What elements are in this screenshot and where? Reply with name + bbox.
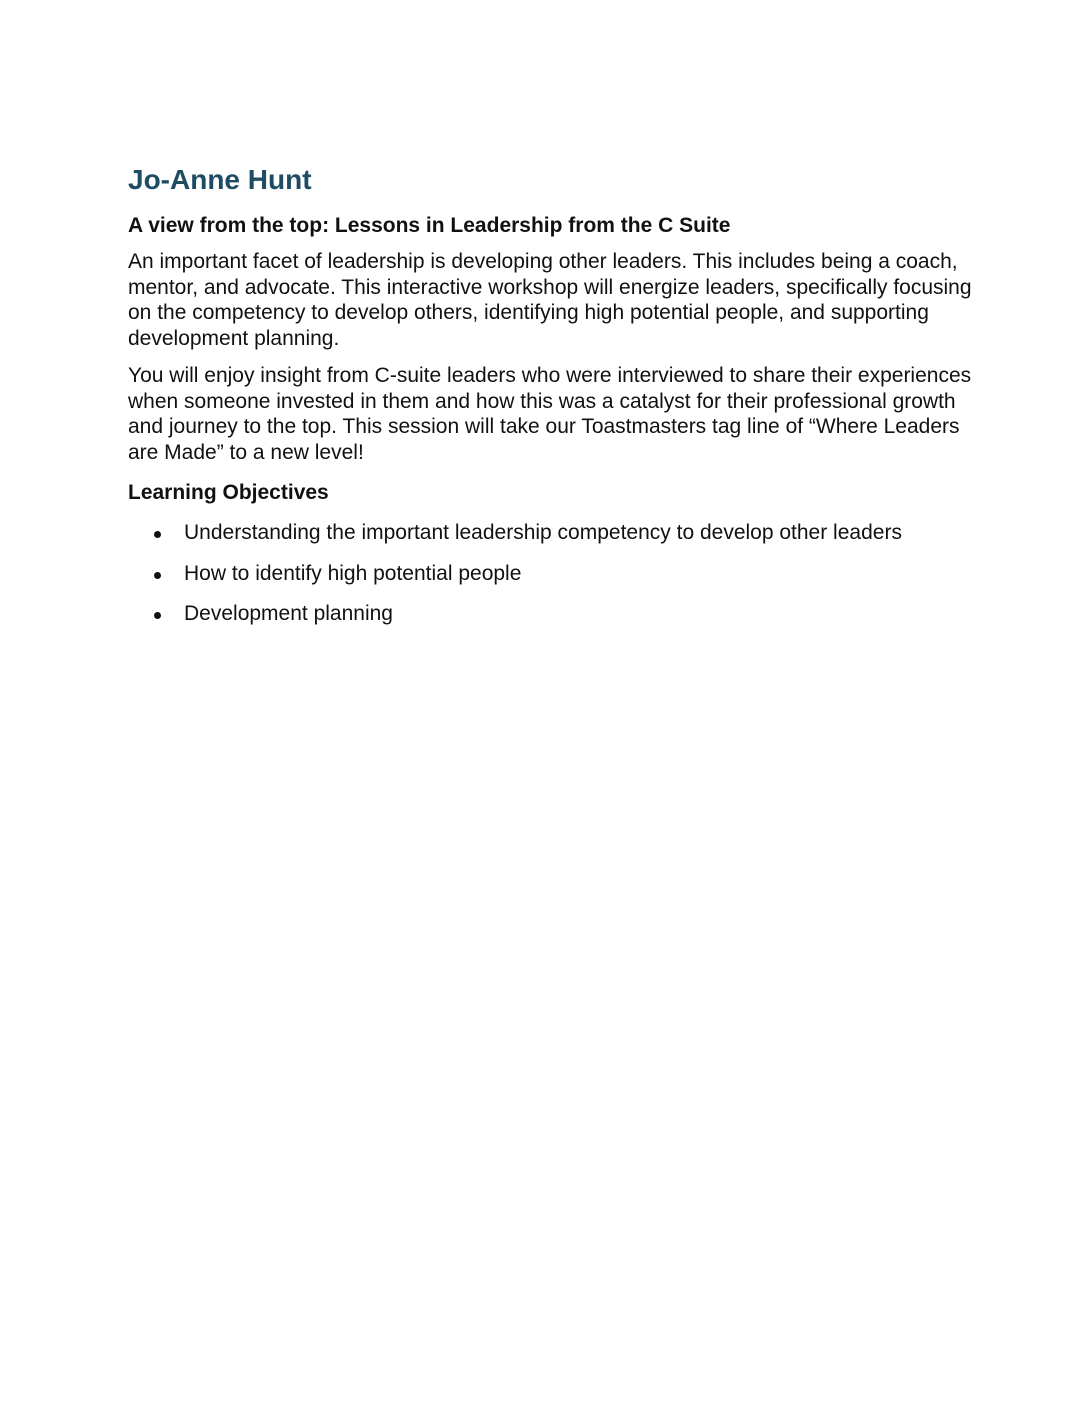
description-paragraph-2: You will enjoy insight from C-suite leaders who were interviewed to share their experiences when someone invested in them and how this was a catalyst for their professional growth and journey to the top. This session will take our Toastmasters tag line of “Where Leaders are Made” to a new level!: [128, 364, 972, 464]
objective-text: How to identify high potential people: [184, 561, 522, 585]
learning-objectives-list: [128, 520, 974, 627]
bullet-icon: [154, 572, 161, 579]
objective-text: Development planning: [184, 602, 393, 625]
objective-text: Understanding the important leadership competency to develop other leaders: [184, 521, 902, 544]
learning-objectives-heading: Learning Objectives: [128, 481, 329, 504]
objective-item: [128, 520, 974, 546]
objective-item: [128, 561, 974, 587]
objective-item: [128, 601, 974, 627]
description-paragraph-1: An important facet of leadership is developing other leaders. This includes being a coach, mentor, and advocate. This interactive workshop will energize leaders, specifically focusing on the competency to develop others, identifying high potential people, and supporting development planning.: [128, 250, 972, 350]
document-content: [128, 162, 974, 642]
session-title: A view from the top: Lessons in Leadership from the C Suite: [128, 214, 731, 237]
speaker-name: Jo-Anne Hunt: [128, 164, 312, 195]
bullet-icon: [154, 531, 161, 538]
bullet-icon: [154, 612, 161, 619]
